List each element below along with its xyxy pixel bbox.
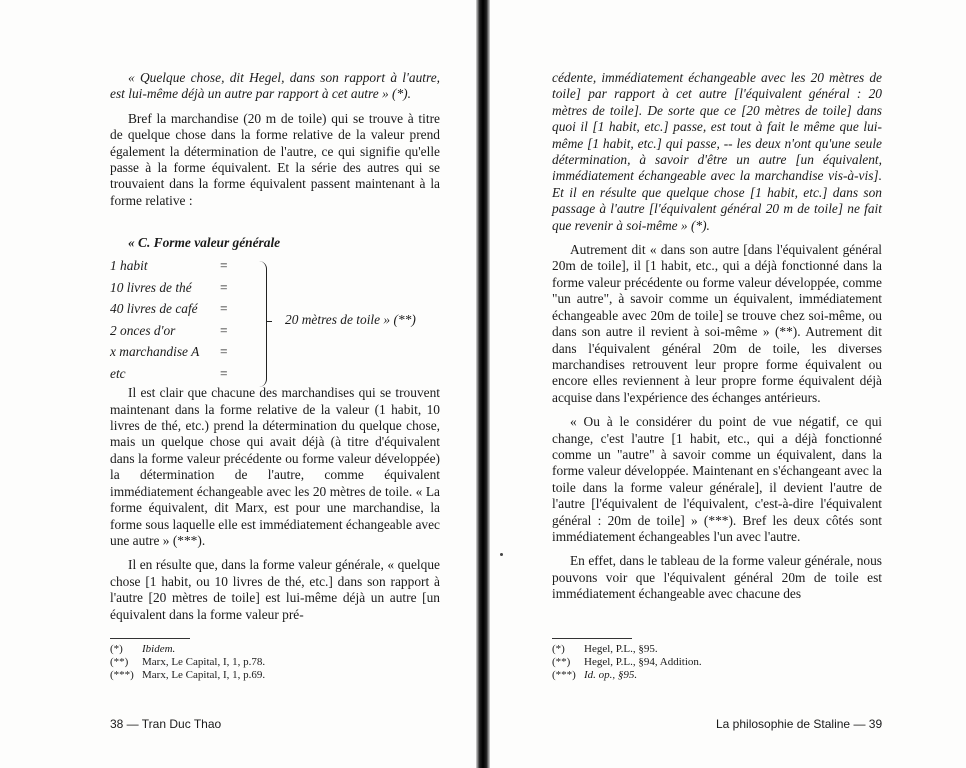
curly-brace (258, 261, 267, 387)
footnote-text: Marx, Le Capital, I, 1, p.69. (142, 669, 266, 682)
footnote-mark: (**) (552, 656, 571, 669)
equals-sign: = (220, 344, 228, 360)
footnote-text: Marx, Le Capital, I, 1, p.78. (142, 656, 266, 669)
footnote-mark: (***) (110, 669, 134, 682)
book-gutter (476, 0, 490, 768)
footnote-mark: (**) (110, 656, 129, 669)
right-footnotes (552, 638, 852, 683)
footnote-mark: (*) (552, 643, 565, 655)
formula-commodity: etc (110, 365, 126, 381)
left-page-body (110, 70, 440, 623)
right-page-folio: La philosophie de Staline — 39 (716, 717, 883, 731)
formula-commodity: 40 livres de café (110, 301, 198, 317)
equals-sign: = (220, 301, 228, 317)
footnote (552, 669, 852, 682)
footnote-text: Hegel, P.L., §95. (584, 643, 658, 655)
footnote-text: Hegel, P.L., §94, Addition. (584, 656, 702, 669)
formula-commodity: 1 habit (110, 258, 148, 274)
right-page-body (552, 70, 882, 603)
equals-sign: = (220, 258, 228, 274)
formula-result: 20 mètres de toile » (**) (285, 312, 416, 328)
equals-sign: = (220, 322, 228, 338)
hegel-quote-paragraph: « Quelque chose, dit Hegel, dans son rapport à l'autre, est lui-même déjà un autre par rapport à cet autre » (*). (110, 70, 440, 102)
formula-row (110, 277, 440, 299)
footnote-mark: (*) (110, 643, 123, 655)
curly-brace-tip (266, 321, 272, 322)
body-paragraph: « Ou à le considérer du point de vue négatif, ce qui change, c'est l'autre [1 habit, etc., qui a déjà fonctionné comme un "autre" à savoir comme un équivalent, dans la forme valeur développée. Maintenant en s'échangeant avec la toile dans la forme valeur générale], il devient l'autre de l'autre [l'équivalent de l'équivalent, c'est-à-dire l'équivalent général : 20m de toile] » (***). Bref les deux côtés sont immédiatement échangeables l'un avec l'autre. (552, 414, 882, 544)
formula-row (110, 256, 440, 278)
footnote-rule (110, 638, 190, 639)
formula-commodity: 10 livres de thé (110, 279, 192, 295)
formula-commodity: x marchandise A (110, 344, 200, 360)
body-paragraph: Il en résulte que, dans la forme valeur générale, « quelque chose [1 habit, ou 10 livres de thé, etc.] dans son rapport à l'autre [20 mètres de toile] est lui-même déjà un autre [un équivalent dans la forme valeur pré- (110, 557, 440, 622)
body-paragraph: Autrement dit « dans son autre [dans l'équivalent général 20m de toile], il [1 habit, etc., qui a déjà fonctionné dans la forme valeur précédente ou forme valeur développée, comme "un autre", à savoir comme un équivalent, immédiatement échangeable avec 20m de toile] se trouve chez soi-même, ou dans son autre il revient à soi-même » (**). Autrement dit dans l'équivalent général 20m de toile, les diverses marchandises retrouvent leur propre forme équivalent ou encore elles reviennent à leur propre forme équivalent déjà acquise dans l'expérience des échanges antérieurs. (552, 242, 882, 405)
footnote (552, 643, 852, 656)
footnote-mark: (***) (552, 669, 576, 682)
formula-row (110, 363, 440, 385)
formula-row (110, 342, 440, 364)
footnote-text: Ibidem. (142, 643, 176, 655)
scan-speck (500, 553, 503, 556)
footnote (110, 656, 410, 669)
left-page-folio: 38 — Tran Duc Thao (110, 717, 222, 731)
footnote-text: Id. op., §95. (584, 669, 638, 682)
footnote (552, 656, 852, 669)
formula-commodity: 2 onces d'or (110, 322, 176, 338)
footnote-rule (552, 638, 632, 639)
body-paragraph: En effet, dans le tableau de la forme valeur générale, nous pouvons voir que l'équivalent général 20m de toile est immédiatement échangeable avec chacune des (552, 553, 882, 602)
body-paragraph: Il est clair que chacune des marchandises qui se trouvent maintenant dans la forme relative de la valeur (1 habit, 10 livres de thé, etc.) prend la détermination du quelque chose, mais un quelque chose qui avait déjà (à titre d'équivalent dans la forme valeur précédente ou forme valeur développée) la détermination de l'autre, comme équivalent immédiatement échangeable avec les 20 mètres de toile. « La forme équivalent, dit Marx, est pour une marchandise, la forme sous laquelle elle est immédiatement échangeable avec une autre » (***). (110, 385, 440, 548)
footnote (110, 669, 410, 682)
body-paragraph: cédente, immédiatement échangeable avec les 20 mètres de toile] par rapport à cet autre [l'équivalent général : 20 mètres de toile]. De sorte que ce [20 mètres de toile] dans quoi il [1 habit, etc.] passe, est tout à fait le même que lui-même [1 habit, etc.] qui passe, -- les deux n'ont qu'une seule détermination, à savoir d'être un autre [un équivalent, immédiatement échangeable avec la marchandise vis-à-vis]. Et il en résulte que quelque chose [1 habit, etc.] dans son passage à l'autre [l'équivalent général 20 m de toile] ne fait que revenir à soi-même » (*). (552, 70, 882, 233)
body-paragraph: Bref la marchandise (20 m de toile) qui se trouve à titre de quelque chose dans la forme relative de la valeur prend également la détermination de l'autre, ce qui signifie qu'elle passe à la forme équivalent. Et la série des autres qui se trouvaient dans la forme équivalent passent maintenant à la forme relative : (110, 110, 440, 208)
equals-sign: = (220, 279, 228, 295)
formula-heading: « C. Forme valeur générale (128, 235, 281, 251)
value-form-formula (110, 235, 440, 385)
left-footnotes (110, 638, 410, 683)
equals-sign: = (220, 365, 228, 381)
footnote (110, 643, 410, 656)
